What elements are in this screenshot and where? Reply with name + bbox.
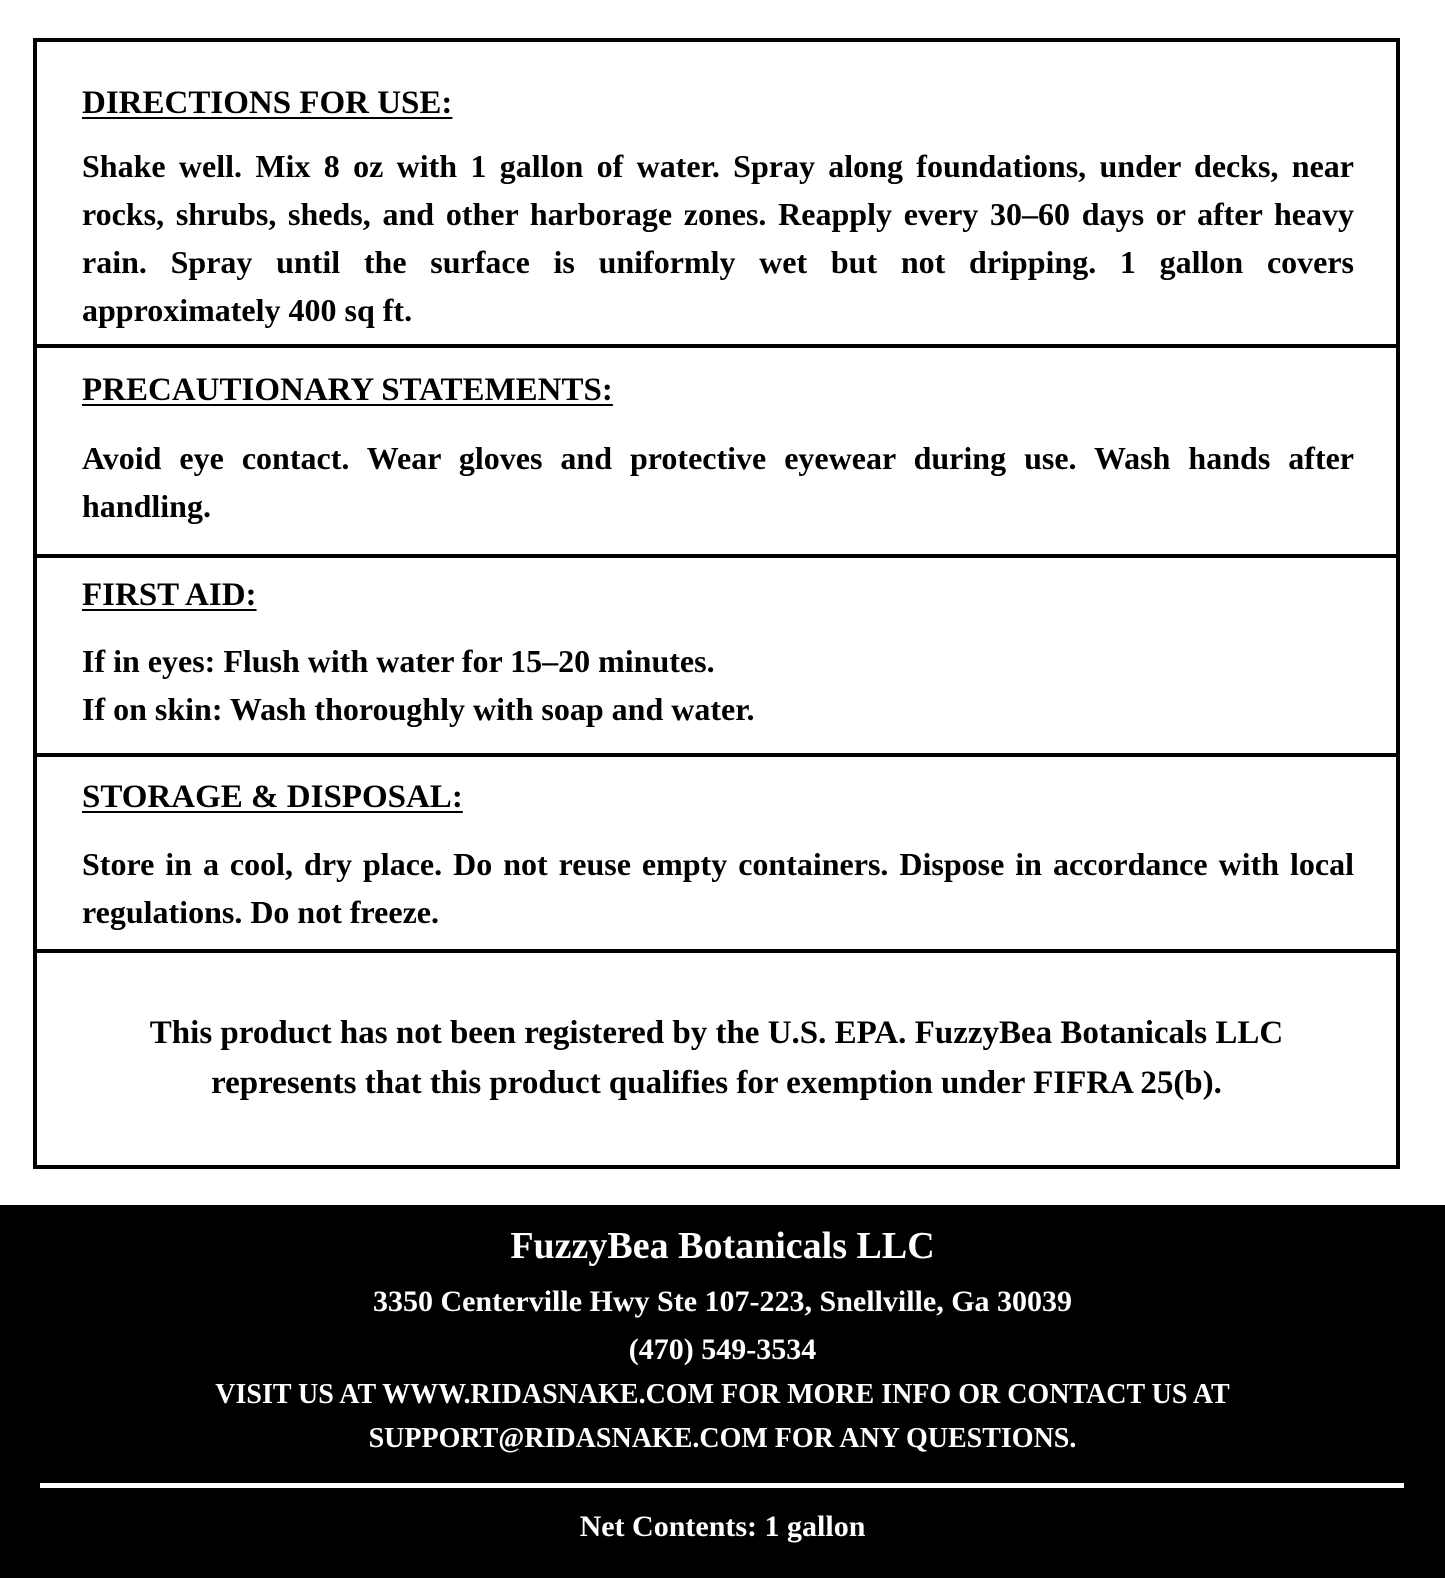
company-phone: (470) 549-3534 — [628, 1333, 817, 1366]
net-contents: Net Contents: 1 gallon — [579, 1510, 866, 1543]
company-name: FuzzyBea Botanicals LLC — [510, 1225, 935, 1267]
epa-disclaimer: This product has not been registered by the U.S. EPA. FuzzyBea Botanicals LLC represents that this product qualifies for exemption under FIFRA 25(b). — [149, 1015, 1284, 1101]
directions-heading: DIRECTIONS FOR USE: — [82, 85, 453, 121]
precautionary-heading: PRECAUTIONARY STATEMENTS: — [82, 372, 613, 408]
first-aid-heading: FIRST AID: — [82, 577, 257, 613]
footer — [0, 1205, 1445, 1578]
storage-heading: STORAGE & DISPOSAL: — [82, 779, 463, 815]
footer-divider — [40, 1483, 1404, 1488]
first-aid-line-skin: If on skin: Wash thoroughly with soap and water. — [82, 691, 755, 727]
label-panel — [33, 38, 1400, 1169]
directions-text: Shake well. Mix 8 oz with 1 gallon of water. Spray along foundations, under decks, near rocks, shrubs, sheds, and other harborage zones. Reapply every 30–60 days or after heavy rain. Spray until the surface is uniformly wet but not dripping. 1 gallon covers approximately 400 sq ft. — [82, 148, 1354, 328]
storage-section — [37, 777, 1396, 936]
divider — [37, 949, 1396, 953]
contact-info: VISIT US AT WWW.RIDASNAKE.COM FOR MORE INFO OR CONTACT US AT SUPPORT@RIDASNAKE.COM FOR ANY QUESTIONS. — [215, 1379, 1230, 1454]
precautionary-text: Avoid eye contact. Wear gloves and protective eyewear during use. Wash hands after handling. — [82, 440, 1354, 524]
precautionary-section — [37, 370, 1396, 530]
divider — [37, 753, 1396, 757]
directions-section — [37, 83, 1396, 334]
first-aid-section — [37, 575, 1396, 733]
divider — [37, 344, 1396, 348]
divider — [37, 554, 1396, 558]
storage-text: Store in a cool, dry place. Do not reuse empty containers. Dispose in accordance with local regulations. Do not freeze. — [82, 846, 1354, 930]
first-aid-lines — [82, 637, 1354, 733]
company-address: 3350 Centerville Hwy Ste 107-223, Snellville, Ga 30039 — [372, 1285, 1073, 1318]
first-aid-line-eyes: If in eyes: Flush with water for 15–20 minutes. — [82, 643, 715, 679]
